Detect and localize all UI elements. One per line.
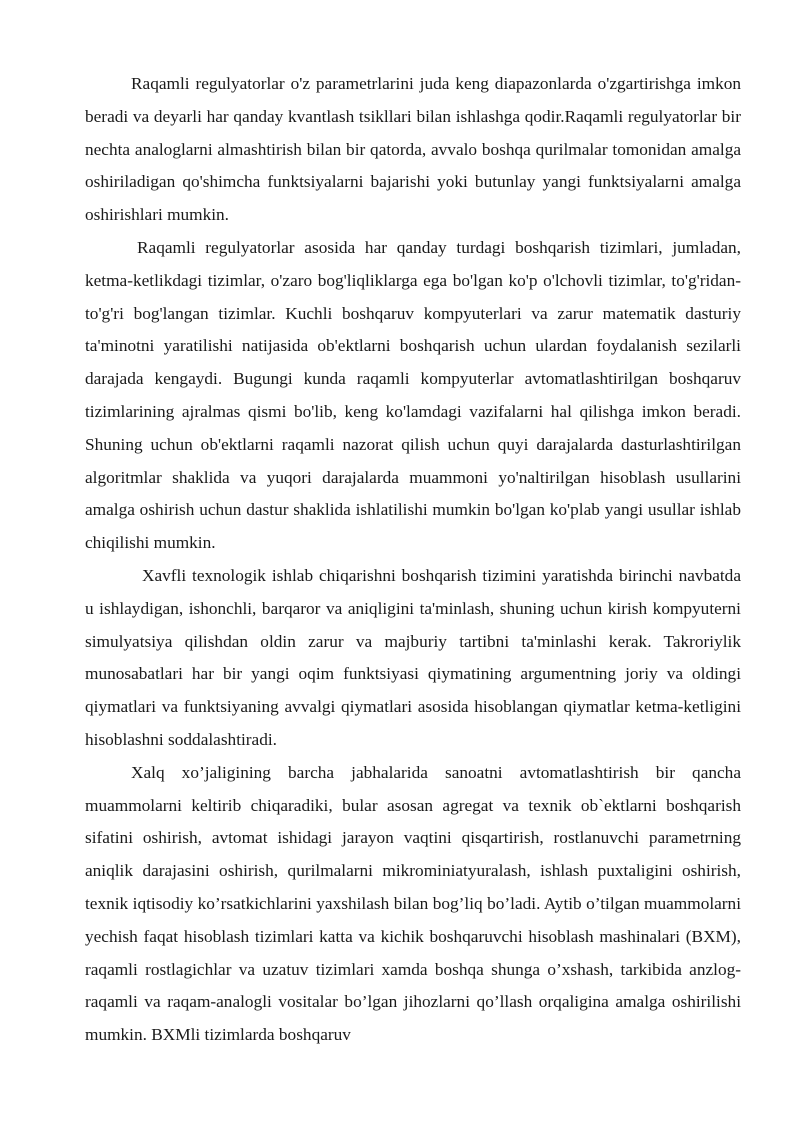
document-page (85, 68, 741, 1052)
paragraph-4: Xalq xo’jaligining barcha jabhalarida sanoatni avtomatlashtirish bir qancha muammolarni keltirib chiqaradiki, bular asosan agregat va texnik ob`ektlarni boshqarish sifatini oshirish, avtomat ishidagi jarayon vaqtini qisqartirish, rostlanuvchi parametrning aniqlik darajasini oshirish, qurilmalarni mikrominiatyuralash, ishlash puxtaligini oshirish, texnik iqtisodiy ko’rsatkichlarini yaxshilash bilan bog’liq bo’ladi. Aytib o’tilgan muammolarni yechish faqat hisoblash tizimlari katta va kichik boshqaruvchi hisoblash mashinalari (BXM), raqamli rostlagichlar va uzatuv tizimlari xamda boshqa shunga o’xshash, tarkibida anzlog-raqamli va raqam-analogli vositalar bo’lgan jihozlarni qo’llash orqaligina amalga oshirilishi mumkin. BXMli tizimlarda boshqaruv (85, 762, 741, 1045)
paragraph-2: Raqamli regulyatorlar asosida har qanday turdagi boshqarish tizimlari, jumladan, ketma-ketlikdagi tizimlar, o'zaro bog'liqliklarga ega bo'lgan ko'p o'lchovli tizimlar, to'g'ridan-to'g'ri bog'langan tizimlar. Kuchli boshqaruv kompyuterlari va zarur matematik dasturiy ta'minotni yaratilishi natijasida ob'ektlarni boshqarish uchun ulardan foydalanish sezilarli darajada kengaydi. Bugungi kunda raqamli kompyuterlar avtomatlashtirilgan boshqaruv tizimlarining ajralmas qismi bo'lib, keng ko'lamdagi vazifalarni hal qilishga imkon beradi. Shuning uchun ob'ektlarni raqamli nazorat qilish uchun quyi darajalarda dasturlashtirilgan algoritmlar shaklida va yuqori darajalarda muammoni yo'naltirilgan hisoblash usullarini amalga oshirish uchun dastur shaklida ishlatilishi mumkin bo'lgan ko'plab yangi usullar ishlab chiqilishi mumkin. (85, 237, 741, 553)
paragraph-1: Raqamli regulyatorlar o'z parametrlarini juda keng diapazonlarda o'zgartirishga imkon beradi va deyarli har qanday kvantlash tsikllari bilan ishlashga qodir.Raqamli regulyatorlar bir nechta analoglarni almashtirish bilan bir qatorda, avvalo boshqa qurilmalar tomonidan amalga oshiriladigan qo'shimcha funktsiyalarni bajarishi yoki butunlay yangi funktsiyalarni amalga oshirishlari mumkin. (85, 74, 741, 225)
paragraph-3: Xavfli texnologik ishlab chiqarishni boshqarish tizimini yaratishda birinchi navbatda u ishlaydigan, ishonchli, barqaror va aniqligini ta'minlash, shuning uchun kirish kompyuterni simulyatsiya qilishdan oldin zarur va majburiy tartibni ta'minlashi kerak. Takroriylik munosabatlari har bir yangi oqim funktsiyasi qiymatining argumentning joriy va oldingi qiymatlari va funktsiyaning avvalgi qiymatlari asosida hisoblangan qiymatlar ketma-ketligini hisoblashni soddalashtiradi. (85, 565, 741, 749)
